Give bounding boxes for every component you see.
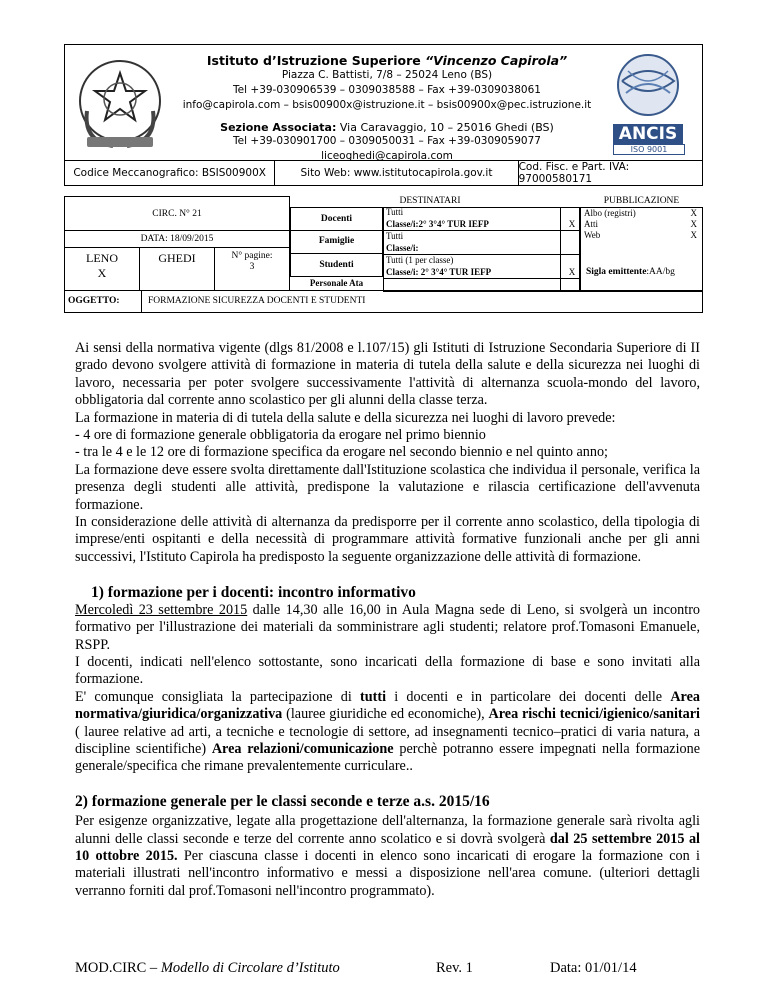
circolare-table	[64, 196, 703, 313]
footer-date: Data: 01/01/14	[550, 960, 637, 976]
destinatari-row	[383, 267, 580, 280]
phone: Tel +39-030906539 – 0309038588 – Fax +39-0309038061	[233, 84, 541, 96]
pubblicazione-row-label: Atti	[584, 219, 599, 229]
docenti-label: Docenti	[320, 214, 353, 224]
ancis-globe-icon	[602, 51, 694, 119]
pubblicazione-row	[584, 219, 701, 230]
destinatari-row-text: Tutti	[386, 207, 404, 217]
destinatari-row-text: Tutti (1 per classe)	[386, 255, 454, 265]
leno-label: LENO	[86, 251, 118, 265]
pubblicazione-header: PUBBLICAZIONE	[603, 196, 680, 206]
ancis-label: ANCIS	[613, 124, 683, 144]
ghedi-label: GHEDI	[158, 251, 196, 265]
body-line-1: La formazione in materia di di tutela della salute e della sicurezza nei luoghi di lavoro prevede:	[75, 409, 616, 426]
section-2-paragraph: Per esigenze organizzative, legate alla progettazione dell'alternanza, la formazione generale sarà rivolta agli alunni delle classi seconde e terze del corrente anno scolatico e si dovrà svolgerà dal 25 settembre 2015 al 10 ottobre 2015. Per ciascuna classe i docenti in elenco sono incaricati di erogare la formazione con i materiali illustrati nell'incontro informativo e messi a disposizione nell'area comune. (ulteriori dettagli verranno forniti dal prof.Tomasoni nell'incontro programmato).	[75, 813, 700, 899]
section-1-paragraph-1: Mercoledì 23 settembre 2015 dalle 14,30 alle 16,00 in Aula Magna sede di Leno, si svolgerà un incontro formativo per l'illustrazione dei materiali da somministrare agli studenti; relatore prof.Tomasoni Emanuele, RSPP.	[75, 601, 701, 653]
destinatari-row	[383, 231, 580, 243]
body-line-2: - 4 ore di formazione generale obbligatoria da erogare nel primo biennio	[75, 427, 486, 444]
destinatari-row	[383, 255, 580, 267]
destinatari-rows	[383, 207, 580, 279]
sezione-email: liceoghedi@capirola.com	[321, 150, 453, 162]
oggetto-label: OGGETTO:	[68, 296, 120, 306]
sito-web: Sito Web: www.istitutocapirola.gov.it	[275, 160, 518, 185]
destinatari-row-text: Tutti	[386, 231, 404, 241]
pagine-count: 3	[249, 262, 255, 272]
leno-mark: X	[97, 266, 107, 280]
destinatari-row	[383, 243, 580, 256]
pubblicazione-row	[584, 208, 701, 219]
header-text	[167, 51, 607, 164]
intro-paragraph: Ai sensi della normativa vigente (dlgs 81/2008 e l.107/15) gli Istituti di Istruzione Secondaria Superiore di II grado devono svolgere attività di formazione in materia di tutela della salute e della sicurezza nei luoghi di lavoro, necessaria per poter svolgere successivamente l'attività di alternanza scuola-mondo del lavoro, obbligatoria dal corrente anno scolastico per gli alunni della classe terza.	[75, 340, 700, 409]
famiglie-label: Famiglie	[318, 236, 355, 246]
footer-revision: Rev. 1	[436, 960, 473, 976]
pubblicazione-rows	[584, 208, 701, 241]
section-1-paragraph-3: E' comunque consigliata la partecipazione di tutti i docenti e in particolare dei docenti delle Area normativa/giuridica/organizzativa (lauree giuridiche ed economiche), Area rischi tecnici/igienico/sanitari ( lauree relative ad arti, a tecniche e tecnologie di settore, ad insegnamenti tecnico–pratici di varia natura, a discipline scientifiche) Area relazioni/comunicazione perchè potranno essere impegnati nella formazione generale/specifica che rimane prevalentemente curriculare..	[75, 688, 700, 775]
body-line-3: - tra le 4 e le 12 ore di formazione specifica da erogare nel secondo biennio e nel quinto anno;	[75, 444, 609, 461]
section-2-title: 2) formazione generale per le classi seconde e terze a.s. 2015/16	[75, 792, 490, 810]
sezione-phone: Tel +39-030901700 – 0309050031 – Fax +39-0309059077	[233, 135, 541, 147]
pubblicazione-row-mark: X	[690, 230, 697, 240]
destinatari-row-text: Classe/i: 2° 3°4° TUR IEFP	[386, 266, 492, 277]
oggetto-text: FORMAZIONE SICUREZZA DOCENTI E STUDENTI	[148, 296, 366, 306]
pagine-label: N° pagine:	[231, 251, 273, 261]
personale-ata-label: Personale Ata	[309, 278, 364, 288]
destinatari-row	[383, 207, 580, 219]
section-1-title: 1) formazione per i docenti: incontro informativo	[91, 584, 416, 602]
iso-label: ISO 9001	[613, 144, 685, 155]
circolare-body	[75, 340, 700, 900]
destinatari-row-mark: X	[568, 218, 576, 229]
destinatari-row-text: Classe/i:	[386, 242, 419, 253]
institute-header	[64, 44, 703, 161]
circ-date: DATA: 18/09/2015	[140, 234, 214, 244]
codice-fiscale: Cod. Fisc. e Part. IVA: 97000580171	[518, 160, 630, 185]
studenti-label: Studenti	[319, 260, 354, 270]
pubblicazione-row	[584, 230, 701, 241]
destinatari-row	[383, 219, 580, 232]
pubblicazione-row-mark: X	[690, 208, 697, 218]
circ-number: CIRC. N° 21	[152, 209, 202, 219]
codice-meccanografico: Codice Meccanografico: BSIS00900X	[65, 160, 275, 185]
sigla-emittente: Sigla emittente:AA/bg	[586, 267, 675, 277]
ancis-logo	[602, 51, 694, 157]
body-paragraph-5: In considerazione delle attività di alternanza da predisporre per il corrente anno scolastico, della tipologia di imprese/enti ospitanti e della necessità di programmare attività formative funzionali anche per gli anni successivi, l'Istituto Capirola ha predisposto la seguente organizzazione delle attività di formazione.	[75, 514, 700, 565]
address: Piazza C. Battisti, 7/8 – 25024 Leno (BS)	[281, 69, 493, 81]
destinatari-row-mark: X	[568, 266, 576, 277]
italian-republic-emblem-icon	[73, 51, 167, 155]
sezione-associata: Sezione Associata: Via Caravaggio, 10 – 25016 Ghedi (BS)	[220, 121, 554, 134]
body-paragraph-4: La formazione deve essere svolta direttamente dall'Istituzione scolastica che individua il personale, verifica la presenza degli studenti alle attività, predispone la valutazione e rilascia certificazione dell'avvenuta formazione.	[75, 461, 700, 513]
info-bar	[64, 160, 703, 186]
pubblicazione-row-mark: X	[690, 219, 697, 229]
destinatari-header: DESTINATARI	[399, 196, 461, 206]
destinatari-row-text: Classe/i:2° 3°4° TUR IEFP	[386, 218, 489, 229]
pubblicazione-row-label: Web	[584, 230, 601, 240]
pubblicazione-row-label: Albo (registri)	[584, 208, 636, 218]
institute-title: Istituto d’Istruzione Superiore “Vincenzo Capirola”	[206, 53, 568, 68]
footer-model: MOD.CIRC – Modello di Circolare d’Istituto	[75, 960, 340, 976]
emails: info@capirola.com – bsis00900x@istruzione.it – bsis00900x@pec.istruzione.it	[182, 99, 592, 111]
section-1-paragraph-2: I docenti, indicati nell'elenco sottostante, sono incaricati della formazione di base e sono invitati alla formazione.	[75, 653, 700, 688]
